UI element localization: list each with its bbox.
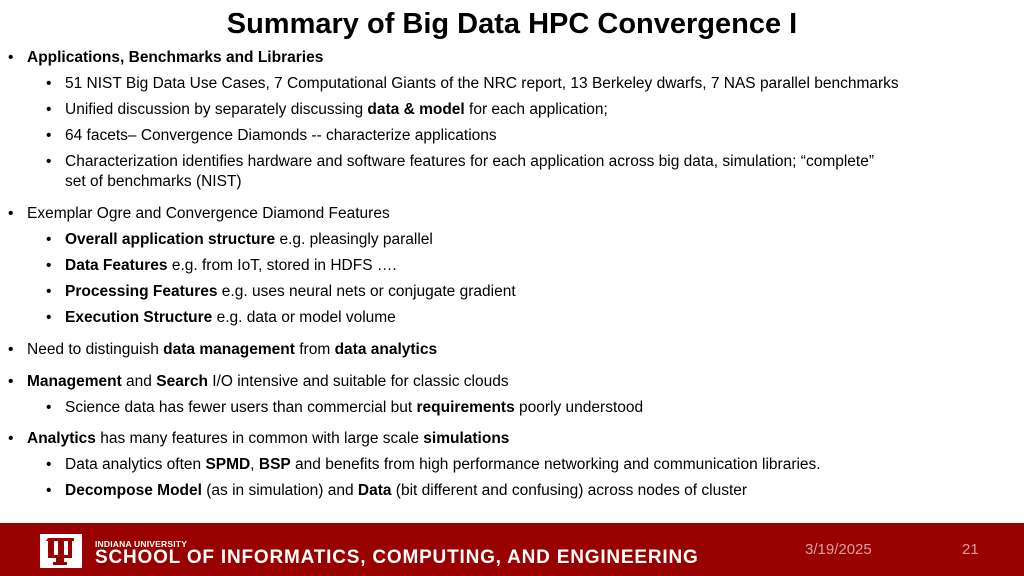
bullet-marker bbox=[46, 100, 60, 120]
footer-bar bbox=[0, 523, 1024, 576]
bullet-marker bbox=[46, 455, 60, 475]
bullet-exemplar: Exemplar Ogre and Convergence Diamond Features bbox=[27, 205, 390, 222]
sub-bullet-structure: Overall application structure e.g. pleasingly parallel bbox=[65, 231, 433, 248]
slide-date: 3/19/2025 bbox=[805, 541, 872, 558]
bullet-marker bbox=[8, 340, 22, 360]
sub-bullet-processing: Processing Features e.g. uses neural nets or conjugate gradient bbox=[65, 283, 516, 300]
bullet-marker bbox=[46, 398, 60, 418]
bullet-marker bbox=[46, 126, 60, 146]
bullet-heading: Applications, Benchmarks and Libraries bbox=[27, 49, 324, 66]
bullet-marker bbox=[46, 74, 60, 94]
sub-bullet-science-data: Science data has fewer users than commercial but requirements poorly understood bbox=[65, 399, 644, 416]
sub-bullet-data-features: Data Features e.g. from IoT, stored in HDFS …. bbox=[65, 257, 397, 274]
bullet-marker bbox=[46, 282, 60, 302]
bullet-management: Management and Search I/O intensive and suitable for classic clouds bbox=[27, 373, 509, 390]
sub-bullet-unified: Unified discussion by separately discussing data & model for each application; bbox=[65, 101, 608, 118]
bullet-marker bbox=[46, 152, 60, 172]
bullet-marker bbox=[46, 308, 60, 328]
slide-title: Summary of Big Data HPC Convergence I bbox=[226, 8, 798, 40]
university-name: INDIANA UNIVERSITY bbox=[95, 539, 188, 549]
iu-trident-logo bbox=[40, 534, 82, 568]
slide-number: 21 bbox=[962, 541, 979, 558]
sub-bullet-facets: 64 facets– Convergence Diamonds -- characterize applications bbox=[65, 127, 497, 144]
sub-bullet-spmd: Data analytics often SPMD, BSP and benefits from high performance networking and communication libraries. bbox=[65, 456, 821, 473]
sub-bullet-execution: Execution Structure e.g. data or model volume bbox=[65, 309, 396, 326]
sub-bullet-decompose: Decompose Model (as in simulation) and Data (bit different and confusing) across nodes of cluster bbox=[65, 482, 748, 499]
bullet-marker bbox=[8, 48, 22, 68]
bullet-marker bbox=[8, 204, 22, 224]
bullet-distinguish: Need to distinguish data management from data analytics bbox=[27, 341, 438, 358]
bullet-marker bbox=[8, 372, 22, 392]
bullet-marker bbox=[46, 481, 60, 501]
bullet-analytics: Analytics has many features in common with large scale simulations bbox=[27, 430, 510, 447]
bullet-marker bbox=[46, 230, 60, 250]
school-name: SCHOOL OF INFORMATICS, COMPUTING, AND ENGINEERING bbox=[95, 547, 699, 568]
bullet-applications bbox=[27, 48, 323, 68]
sub-bullet-nist: 51 NIST Big Data Use Cases, 7 Computational Giants of the NRC report, 13 Berkeley dwarfs, 7 NAS parallel benchmarks bbox=[65, 75, 899, 92]
bullet-marker bbox=[8, 429, 22, 449]
bullet-marker bbox=[46, 256, 60, 276]
sub-bullet-characterization: Characterization identifies hardware and software features for each application across big data, simulation; “complete” set of benchmarks (NIST) bbox=[65, 153, 875, 190]
